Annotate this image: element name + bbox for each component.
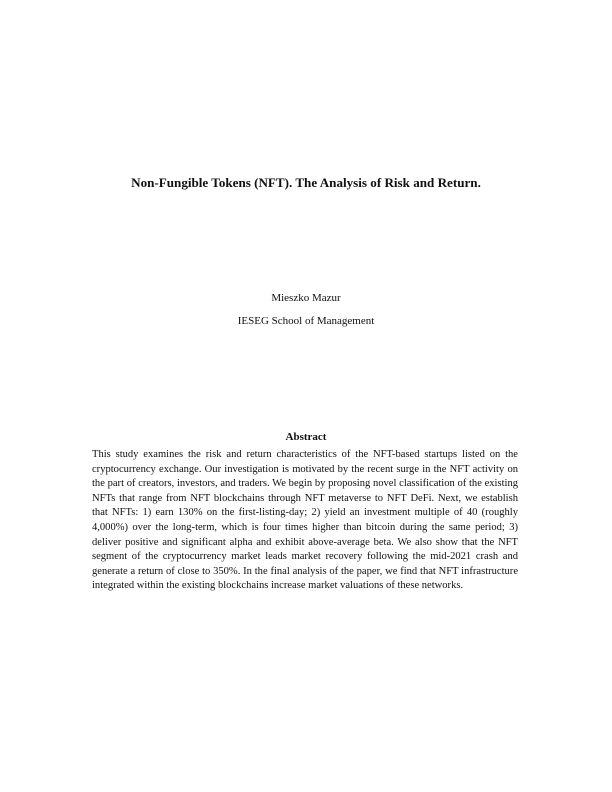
paper-title: Non-Fungible Tokens (NFT). The Analysis of Risk and Return.: [131, 175, 481, 190]
abstract-text: This study examines the risk and return characteristics of the NFT-based startups listed on the cryptocurrency exchange. Our investigation is motivated by the recent surge in the NFT activity on the part of creators, investors, and traders. We begin by proposing novel classification of the existing NFTs that range from NFT blockchains through NFT metaverse to NFT DeFi. Next, we establish that NFTs: 1) earn 130% on the first-listing-day; 2) yield an investment multiple of 40 (roughly 4,000%) over the long-term, which is four times higher than bitcoin during the same period; 3) deliver positive and significant alpha and exhibit above-average beta. We also show that the NFT segment of the cryptocurrency market leads market recovery following the mid-2021 crash and generate a return of close to 350%. In the final analysis of the paper, we find that NFT infrastructure integrated within the existing blockchains increase market valuations of these networks.: [92, 449, 518, 592]
author-affiliation: IESEG School of Management: [237, 315, 375, 327]
abstract-heading: Abstract: [285, 431, 327, 443]
author-name: Mieszko Mazur: [271, 292, 341, 304]
